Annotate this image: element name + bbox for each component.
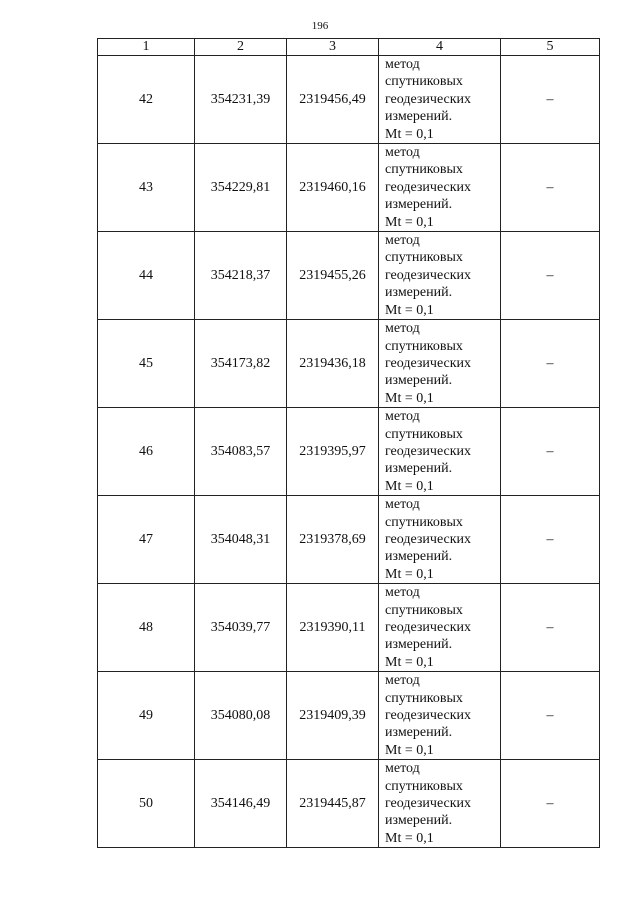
note-cell: – <box>501 408 600 496</box>
method-line: геодезических <box>385 708 472 724</box>
method-line: метод <box>385 57 420 72</box>
note-cell: – <box>501 760 600 848</box>
point-number-cell: 43 <box>98 144 195 232</box>
method-line: геодезических <box>385 796 472 812</box>
table-row <box>98 56 600 144</box>
x-coordinate-cell: 354083,57 <box>195 408 287 496</box>
method-cell <box>379 496 501 584</box>
method-line: Mt = 0,1 <box>385 566 434 582</box>
table-row <box>98 672 600 760</box>
method-line: спутниковых <box>385 426 463 442</box>
table-row <box>98 408 600 496</box>
method-line: спутниковых <box>385 602 463 618</box>
method-line: измерений. <box>385 197 453 213</box>
x-coordinate-cell: 354146,49 <box>195 760 287 848</box>
column-header-5: 5 <box>501 39 600 56</box>
table-row <box>98 760 600 848</box>
column-header-3: 3 <box>287 39 379 56</box>
method-line: метод <box>385 673 420 689</box>
method-cell <box>379 408 501 496</box>
method-line: Mt = 0,1 <box>385 214 434 230</box>
method-line: геодезических <box>385 531 472 547</box>
x-coordinate-cell: 354229,81 <box>195 144 287 232</box>
method-cell <box>379 232 501 320</box>
point-number-cell: 47 <box>98 496 195 584</box>
coordinates-table <box>97 38 600 848</box>
method-line: измерений. <box>385 637 453 653</box>
method-line: измерений. <box>385 109 453 125</box>
table-row <box>98 144 600 232</box>
y-coordinate-cell: 2319390,11 <box>287 584 379 672</box>
method-line: Mt = 0,1 <box>385 390 434 406</box>
method-line: Mt = 0,1 <box>385 302 434 318</box>
x-coordinate-cell: 354173,82 <box>195 320 287 408</box>
method-line: геодезических <box>385 443 472 459</box>
y-coordinate-cell: 2319455,26 <box>287 232 379 320</box>
method-line: геодезических <box>385 91 472 107</box>
method-line: спутниковых <box>385 514 463 530</box>
note-cell: – <box>501 496 600 584</box>
method-line: Mt = 0,1 <box>385 654 434 670</box>
method-line: спутниковых <box>385 250 463 266</box>
x-coordinate-cell: 354218,37 <box>195 232 287 320</box>
method-cell <box>379 144 501 232</box>
method-line: метод <box>385 145 420 161</box>
y-coordinate-cell: 2319460,16 <box>287 144 379 232</box>
note-cell: – <box>501 672 600 760</box>
method-line: Mt = 0,1 <box>385 742 434 758</box>
method-line: метод <box>385 321 420 337</box>
page-number: 196 <box>311 20 329 32</box>
method-line: геодезических <box>385 267 472 283</box>
point-number-cell: 42 <box>98 56 195 144</box>
note-cell: – <box>501 584 600 672</box>
method-line: измерений. <box>385 373 453 389</box>
x-coordinate-cell: 354039,77 <box>195 584 287 672</box>
point-number-cell: 46 <box>98 408 195 496</box>
method-line: спутниковых <box>385 690 463 706</box>
x-coordinate-cell: 354231,39 <box>195 56 287 144</box>
column-header-2: 2 <box>195 39 287 56</box>
method-line: измерений. <box>385 725 453 741</box>
point-number-cell: 48 <box>98 584 195 672</box>
table-row <box>98 496 600 584</box>
method-cell <box>379 584 501 672</box>
x-coordinate-cell: 354048,31 <box>195 496 287 584</box>
method-line: геодезических <box>385 179 472 195</box>
column-header-4: 4 <box>379 39 501 56</box>
method-cell <box>379 320 501 408</box>
method-line: спутниковых <box>385 162 463 178</box>
point-number-cell: 50 <box>98 760 195 848</box>
note-cell: – <box>501 56 600 144</box>
y-coordinate-cell: 2319445,87 <box>287 760 379 848</box>
table-row <box>98 584 600 672</box>
method-line: измерений. <box>385 549 453 565</box>
table-row <box>98 320 600 408</box>
y-coordinate-cell: 2319395,97 <box>287 408 379 496</box>
y-coordinate-cell: 2319378,69 <box>287 496 379 584</box>
x-coordinate-cell: 354080,08 <box>195 672 287 760</box>
note-cell: – <box>501 144 600 232</box>
method-line: Mt = 0,1 <box>385 478 434 494</box>
method-line: метод <box>385 497 420 513</box>
column-header-1: 1 <box>98 39 195 56</box>
method-line: спутниковых <box>385 338 463 354</box>
method-line: спутниковых <box>385 778 463 794</box>
point-number-cell: 45 <box>98 320 195 408</box>
method-line: геодезических <box>385 620 472 635</box>
y-coordinate-cell: 2319456,49 <box>287 56 379 144</box>
point-number-cell: 49 <box>98 672 195 760</box>
method-cell <box>379 760 501 848</box>
method-line: метод <box>385 761 420 777</box>
method-cell <box>379 672 501 760</box>
y-coordinate-cell: 2319409,39 <box>287 672 379 760</box>
method-cell <box>379 56 501 144</box>
method-line: геодезических <box>385 355 472 371</box>
method-line: метод <box>385 409 420 425</box>
method-line: спутниковых <box>385 74 463 90</box>
method-line: Mt = 0,1 <box>385 830 434 846</box>
method-line: Mt = 0,1 <box>385 126 434 142</box>
note-cell: – <box>501 232 600 320</box>
table-row <box>98 232 600 320</box>
table-header-row <box>98 39 600 56</box>
point-number-cell: 44 <box>98 232 195 320</box>
method-line: метод <box>385 585 420 601</box>
method-line: измерений. <box>385 285 453 301</box>
y-coordinate-cell: 2319436,18 <box>287 320 379 408</box>
method-line: метод <box>385 233 420 249</box>
note-cell: – <box>501 320 600 408</box>
method-line: измерений. <box>385 813 453 829</box>
table-body <box>98 56 600 848</box>
method-line: измерений. <box>385 461 453 477</box>
